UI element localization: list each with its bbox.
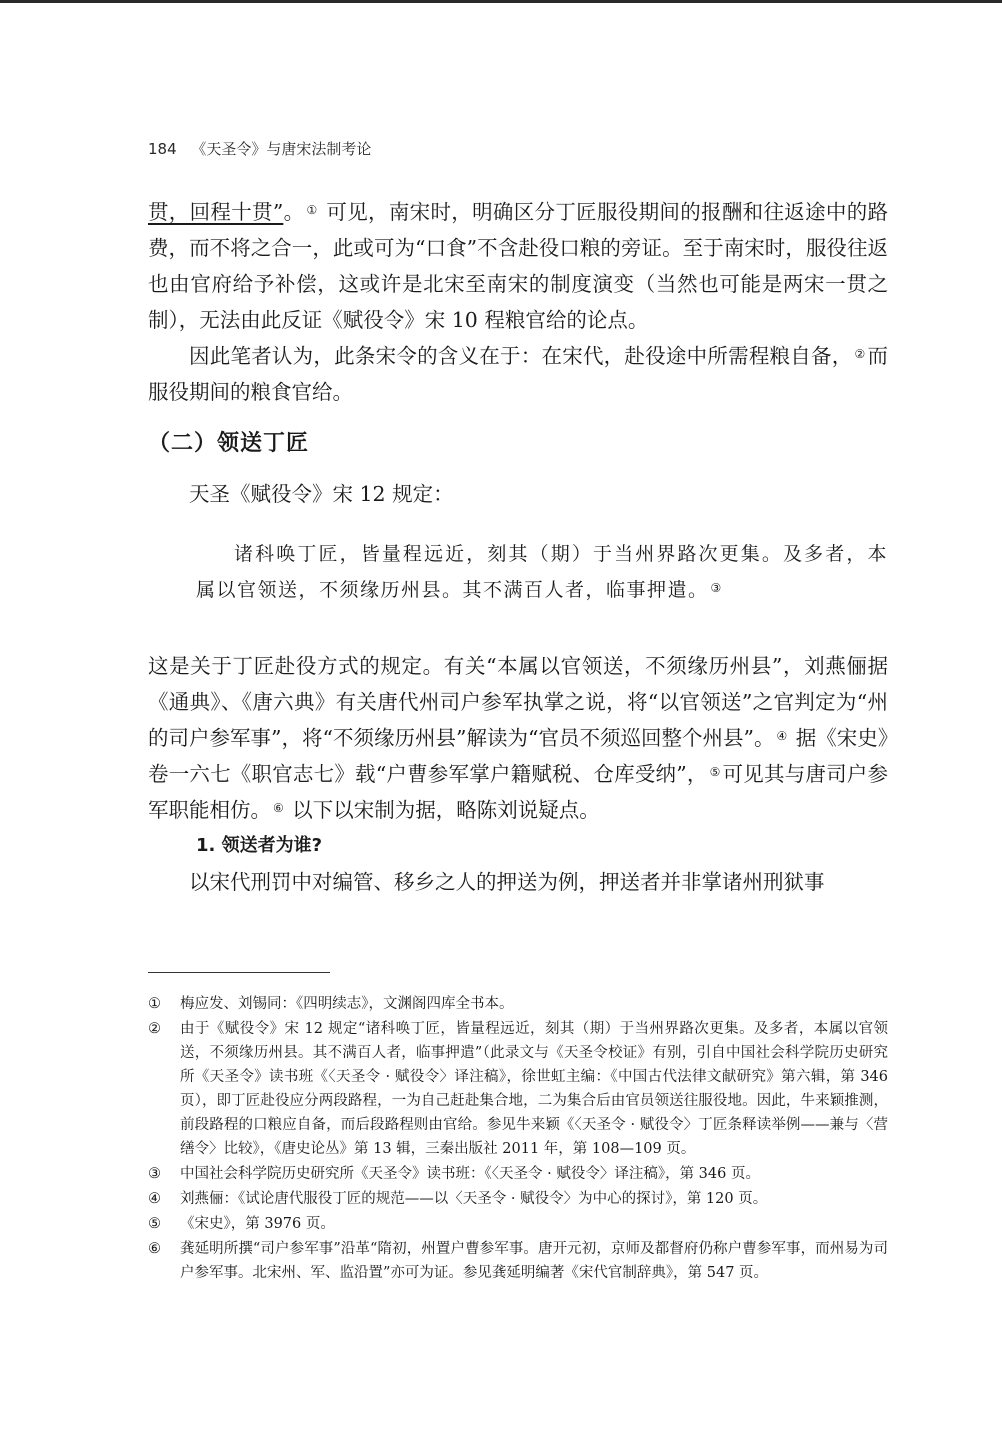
footnote-ref-6[interactable]: ⑥ bbox=[273, 801, 284, 815]
paragraph-4 bbox=[148, 648, 888, 828]
paragraph-2-text-a: 因此笔者认为，此条宋令的含义在于：在宋代，赴役途中所需程粮自备， bbox=[189, 344, 853, 368]
footnote-text: 梅应发、刘锡同：《四明续志》，文渊阁四库全书本。 bbox=[180, 996, 514, 1012]
paragraph-3: 天圣《赋役令》宋 12 规定： bbox=[189, 482, 454, 506]
book-title: 《天圣令》与唐宋法制考论 bbox=[191, 140, 372, 158]
footnote-text: 刘燕俪：《试论唐代服役丁匠的规范——以〈天圣令 · 赋役令〉为中心的探讨》，第 120 页。 bbox=[180, 1191, 768, 1207]
footnote-ref-3[interactable]: ③ bbox=[710, 581, 723, 595]
footnote-divider bbox=[148, 972, 330, 973]
paragraph-2 bbox=[148, 338, 888, 410]
footnote-text: 《宋史》，第 3976 页。 bbox=[180, 1216, 335, 1232]
paragraph-2-text-b: 而服役期间的粮食官给。 bbox=[148, 344, 888, 404]
footnote-mark: ④ bbox=[148, 1191, 161, 1207]
block-quote bbox=[196, 536, 888, 608]
paragraph-4-text-b: 据《宋史》卷一六七《职官志七》载“户曹参军掌户籍赋税、仓库受纳”， bbox=[148, 726, 888, 786]
subheading: 1. 领送者为谁? bbox=[196, 835, 323, 856]
punctuation: 。 bbox=[283, 200, 305, 224]
footnote-6 bbox=[148, 1237, 888, 1285]
footnote-2 bbox=[148, 1017, 888, 1161]
footnote-4 bbox=[148, 1187, 888, 1211]
main-text bbox=[148, 194, 888, 900]
footnote-mark: ② bbox=[148, 1021, 161, 1037]
paragraph-4-text-c: 可见其与唐司户参军职能相仿。 bbox=[148, 762, 889, 822]
footnotes bbox=[148, 992, 888, 1286]
page-number: 184 bbox=[148, 140, 177, 158]
footnote-1 bbox=[148, 992, 888, 1016]
footnote-text: 由于《赋役令》宋 12 规定“诸科唤丁匠，皆量程远近，刻其（期）于当州界路次更集。及多者，本属以官领送，不须缘历州县。其不满百人者，临事押遣”（此录文与《天圣令校证》有别，引自中国社会科学院历史研究所《天圣令》读书班《〈天圣令 · 赋役令〉译注稿》，徐世虹主编：《中国古代法律文献研究》第六辑，第 346 页），即丁匠赴役应分两段路程，一为自己赶赴集合地，二为集合后由官员领送往服役地。因此，牛来颖推测，前段路程的口粮应自备，而后段路程则由官给。参见牛来颖《〈天圣令 · 赋役令〉丁匠条释读举例——兼与〈营缮令〉比较》，《唐史论丛》第 13 辑，三秦出版社 2011 年，第 108—109 页。 bbox=[180, 1021, 888, 1157]
footnote-mark: ③ bbox=[148, 1166, 161, 1182]
page-top-edge bbox=[0, 0, 1002, 3]
paragraph-4-text-a: 这是关于丁匠赴役方式的规定。有关“本属以官领送，不须缘历州县”，刘燕俪据《通典》、《唐六典》有关唐代州司户参军执掌之说，将“以官领送”之官判定为“州的司户参军事”，将“不须缘历州县”解读为“官员不须巡回整个州县”。 bbox=[148, 654, 888, 750]
footnote-mark: ① bbox=[148, 996, 161, 1012]
footnote-5 bbox=[148, 1212, 888, 1236]
quote-text: 诸科唤丁匠，皆量程远近，刻其（期）于当州界路次更集。及多者，本属以官领送，不须缘历州县。其不满百人者，临事押遣。 bbox=[196, 543, 888, 601]
underlined-phrase: 贯，回程十贯” bbox=[148, 200, 284, 224]
footnote-text: 中国社会科学院历史研究所《天圣令》读书班：《〈天圣令 · 赋役令〉译注稿》，第 346 页。 bbox=[180, 1166, 760, 1182]
footnote-mark: ⑥ bbox=[148, 1241, 161, 1257]
running-header bbox=[148, 138, 371, 159]
footnote-ref-5[interactable]: ⑤ bbox=[709, 765, 721, 779]
footnote-ref-1[interactable]: ① bbox=[306, 203, 318, 217]
footnote-3 bbox=[148, 1162, 888, 1186]
footnote-ref-4[interactable]: ④ bbox=[776, 729, 788, 743]
paragraph-1 bbox=[148, 194, 888, 338]
section-heading: （二）领送丁匠 bbox=[148, 431, 310, 456]
footnote-text: 龚延明所撰“司户参军事”沿革“隋初，州置户曹参军事。唐开元初，京师及都督府仍称户曹参军事，而州易为司户参军事。北宋州、军、监沿置”亦可为证。参见龚延明编著《宋代官制辞典》，第 547 页。 bbox=[180, 1241, 888, 1281]
paragraph-1-text: 可见，南宋时，明确区分丁匠服役期间的报酬和往返途中的路费，而不将之合一，此或可为“口食”不含赴役口粮的旁证。至于南宋时，服役往返也由官府给予补偿，这或许是北宋至南宋的制度演变（当然也可能是两宋一贯之制），无法由此反证《赋役令》宋 10 程粮官给的论点。 bbox=[148, 200, 889, 332]
footnote-mark: ⑤ bbox=[148, 1216, 161, 1232]
paragraph-5: 以宋代刑罚中对编管、移乡之人的押送为例，押送者并非掌诸州刑狱事 bbox=[189, 870, 825, 894]
footnote-ref-2[interactable]: ② bbox=[854, 347, 866, 361]
paragraph-4-text-d: 以下以宋制为据，略陈刘说疑点。 bbox=[285, 798, 600, 822]
